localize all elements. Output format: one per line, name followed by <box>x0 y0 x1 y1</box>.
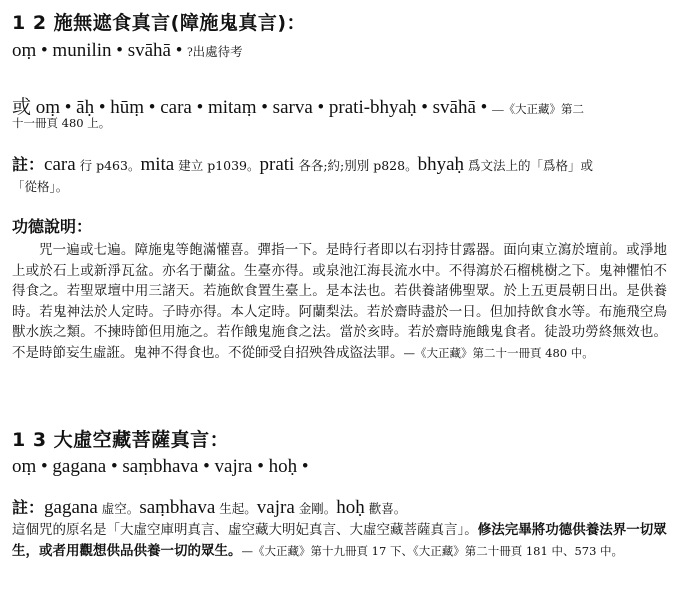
alt-mantra-source-cont: 十一冊頁 480 上。 <box>12 116 111 130</box>
term-gloss: 生起。 <box>215 501 257 516</box>
sanskrit-term: saṃbhava <box>139 497 216 518</box>
sanskrit-term: bhyaḥ <box>417 154 465 175</box>
term-gloss: 歡喜。 <box>364 501 407 516</box>
section-12-title: 1 2 施無遮食真言(障施鬼真言)： <box>12 12 307 34</box>
alt-mantra-source: —《大正藏》第二 <box>492 104 585 116</box>
term-gloss: 行 p463。 <box>75 158 141 173</box>
dedication-text: 修法完畢將功德供養法界一切眾生，或者用觀想供品供養一切的眾生。 <box>12 522 667 559</box>
term-gloss: 金剛。 <box>294 501 337 516</box>
section-13-note <box>12 495 406 519</box>
original-name-paragraph <box>12 520 668 561</box>
section-13-title: 1 3 大虛空藏菩薩真言： <box>12 429 230 451</box>
section-12-mantra <box>12 40 243 62</box>
term-gloss: 建立 p1039。 <box>174 158 260 173</box>
section-12-note <box>12 152 593 176</box>
original-name-source: —《大正藏》第十九冊頁 17 下、《大正藏》第二十冊頁 181 中、573 中。 <box>241 543 624 558</box>
merit-source: —《大正藏》第二十一冊頁 480 中。 <box>403 345 594 360</box>
note-terms <box>44 498 406 517</box>
sanskrit-term: prati <box>259 154 295 175</box>
original-name-text: 這個咒的原名是「大虛空庫明真言、虛空藏大明妃真言、大虛空藏菩薩真言」。 <box>12 522 478 538</box>
alt-mantra-text: 或 oṃ • āḥ • hūṃ • cara • mitaṃ • sarva • prati-bhyaḥ • svāhā • <box>12 97 493 118</box>
note-label: 註： <box>12 155 45 174</box>
sanskrit-term: vajra <box>256 497 295 518</box>
note-terms <box>44 155 593 174</box>
sanskrit-term: cara <box>44 154 76 175</box>
term-gloss: 各各;約;別別 p828。 <box>294 158 418 173</box>
section-13-mantra: oṃ • gagana • saṃbhava • vajra • hoḥ • <box>12 456 309 477</box>
section-12-note-cont: 「從格」。 <box>12 179 69 194</box>
mantra-text: oṃ • munilin • svāhā • <box>12 40 188 61</box>
term-gloss: 爲文法上的「爲格」或 <box>464 158 593 173</box>
note-label: 註： <box>12 498 45 517</box>
merit-text: 咒一遍或七遍。障施鬼等飽滿懽喜。彈指一下。是時行者即以右羽持甘露器。面向東立瀉於壇前。或淨地上或於石上或新淨瓦盆。亦名于蘭盆。生臺亦得。或泉池江海長流水中。不得瀉於石榴桃樹之下。鬼神懼怕不得食之。若聖眾壇中用三諸天。若施飲食置生臺上。是本法也。若供養諸佛聖眾。於上五更晨朝日出。是供養時。若鬼神法於人定時。子時亦得。本人定時。阿蘭梨法。若於齋時盡於一日。但加持飲食水等。布施飛空鳥獸水族之類。不揀時節但用施之。若作餓鬼施食之法。當於亥時。若於齋時施餓鬼食者。徒設功勞終無效也。不是時節妄生虛誑。鬼神不得食也。不從師受自招殃咎成盜法罪。 <box>12 242 667 361</box>
term-gloss: 虛空。 <box>97 501 140 516</box>
mantra-source-note: ?出處待考 <box>187 45 243 59</box>
sanskrit-term: hoḥ <box>336 497 365 518</box>
sanskrit-term: mita <box>140 154 175 175</box>
merit-heading: 功德說明： <box>12 217 93 236</box>
merit-paragraph <box>12 240 667 363</box>
sanskrit-term: gagana <box>44 497 98 518</box>
